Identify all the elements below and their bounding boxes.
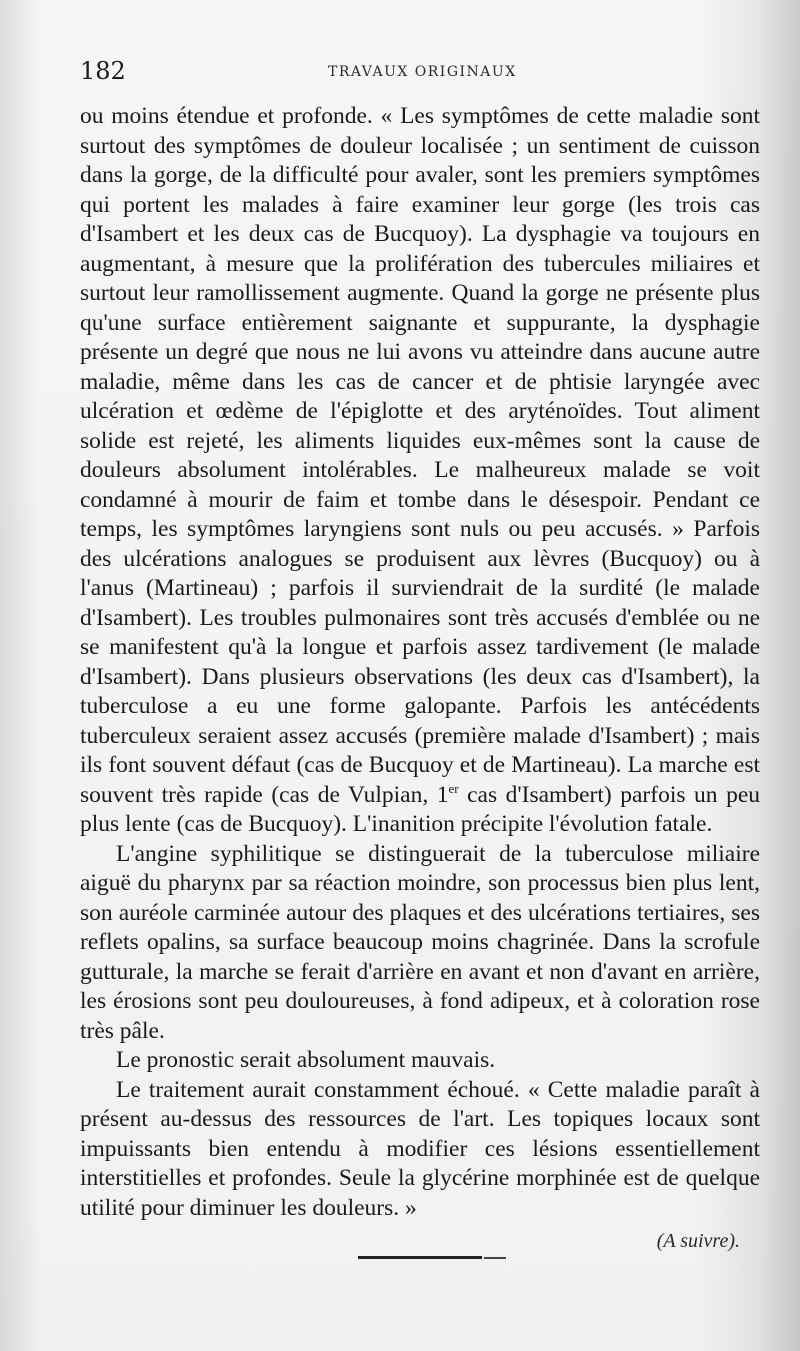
- ordinal-suffix: er: [448, 780, 459, 796]
- end-rule-tail: [484, 1257, 506, 1259]
- paragraph-2: L'angine syphilitique se distinguerait de la tuberculose miliaire aiguë du pharynx par sa réaction moindre, son processus bien plus lent, son auréole carminée autour des plaques et des ulcérations tertiaires, ses reflets opalins, sa surface beaucoup moins chagrinée. Dans la scrofule gutturale, la marche se ferait d'arrière en avant et non d'avant en arrière, les érosions sont peu douloureuses, à fond adipeux, et à coloration rose très pâle.: [80, 840, 760, 1044]
- to-be-continued: (A suivre).: [656, 1230, 740, 1252]
- page-number: 182: [80, 57, 126, 85]
- ordinal-number: 1: [436, 781, 449, 808]
- paragraph-3: Le pronostic serait absolument mauvais.: [116, 1047, 496, 1073]
- end-rule: [358, 1256, 482, 1259]
- running-head: [80, 57, 760, 87]
- paragraph-1-text: ou moins étendue et profonde. « Les symptômes de cette maladie sont surtout des symptômes de douleur localisée ; un sentiment de cuisson dans la gorge, de la difficulté pour avaler, sont les premiers symptômes qui portent les malades à faire examiner leur gorge (les trois cas d'Isambert et les deux cas de Bucquoy). La dysphagie va toujours en augmentant, à mesure que la prolifération des tubercules miliaires et surtout leur ramollissement augmente. Quand la gorge ne présente plus qu'une surface entièrement saignante et suppurante, la dysphagie présente un degré que nous ne lui avons vu atteindre dans aucune autre maladie, même dans les cas de cancer et de phtisie laryngée avec ulcération et œdème de l'épiglotte et des aryténoïdes. Tout aliment solide est rejeté, les aliments liquides eux-mêmes sont la cause de douleurs absolument intolérables. Le malheureux malade se voit condamné à mourir de faim et tombe dans le désespoir. Pendant ce temps, les symptômes laryngiens sont nuls ou peu accusés. » Parfois des ulcérations analogues se produisent aux lèvres (Bucquoy) ou à l'anus (Martineau) ; parfois il surviendrait de la surdité (le malade d'Isambert). Les troubles pulmonaires sont très accusés d'emblée ou ne se manifestent qu'à la longue et parfois assez tardivement (le malade d'Isambert). Dans plusieurs observations (les deux cas d'Isambert), la tuberculose a eu une forme galopante. Parfois les antécédents tuberculeux seraient assez accusés (première malade d'Isambert) ; mais ils font souvent défaut (cas de Bucquoy et de Martineau). La marche est souvent très rapide (cas de Vulpian,: [80, 103, 760, 808]
- body-text: [80, 102, 760, 1257]
- paragraph-1: [80, 102, 760, 840]
- running-title: TRAVAUX ORIGINAUX: [328, 64, 517, 80]
- paragraph-1-text-continued: cas d'Isambert) parfois un peu plus lente (cas de Bucquoy). L'inanition précipite l'évolution fatale.: [80, 781, 760, 837]
- paragraph-4: Le traitement aurait constamment échoué. « Cette maladie paraît à présent au-dessus des ressources de l'art. Les topiques locaux sont impuissants bien entendu à modifier ces lésions essentiellement interstitielles et profondes. Seule la glycérine morphinée est de quelque utilité pour diminuer les douleurs. »: [80, 1076, 760, 1221]
